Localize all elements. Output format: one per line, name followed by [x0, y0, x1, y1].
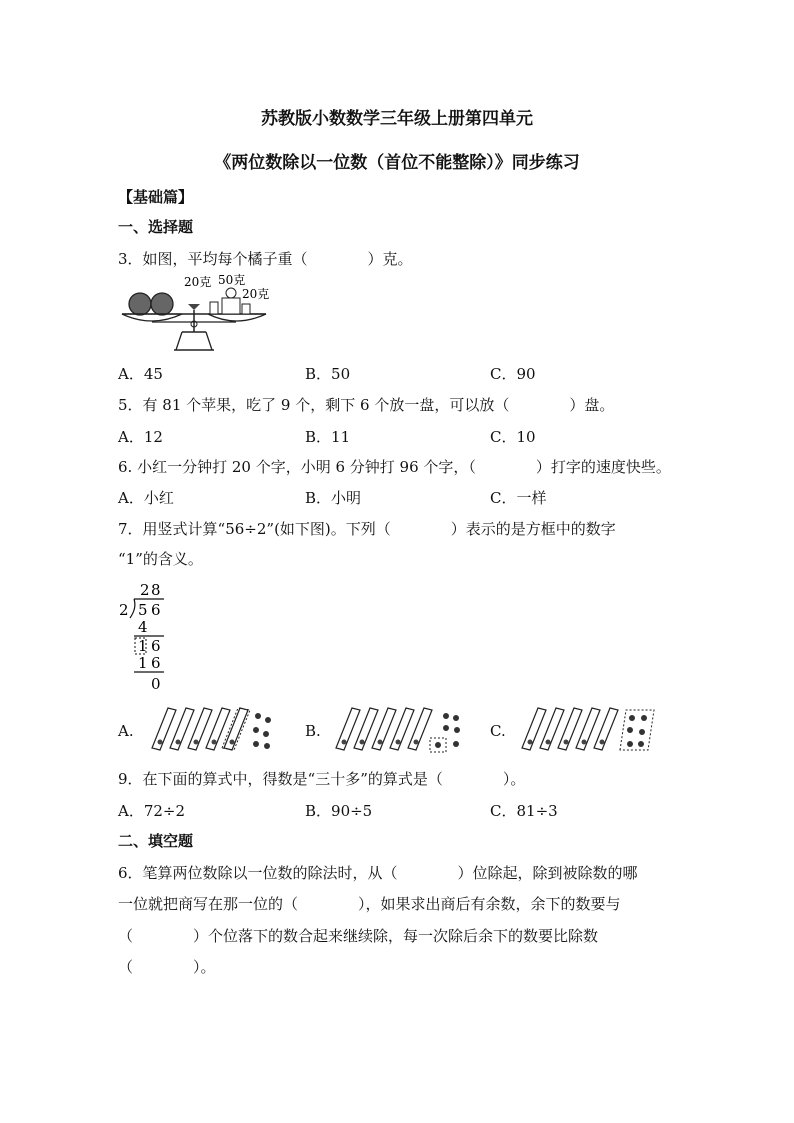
q7-text-line1: 7．用竖式计算“56÷2”(如下图)。下列（ ）表示的是方框中的数字	[118, 520, 616, 538]
section-basic: 【基础篇】	[118, 188, 194, 206]
quotient-digit: 8	[151, 581, 161, 599]
brought-down-digit: 6	[151, 637, 161, 655]
q9-option-b[interactable]: B．90÷5	[305, 802, 373, 820]
q6-option-b[interactable]: B．小明	[305, 489, 362, 507]
weight-label: 20克	[184, 275, 212, 289]
shuttlecock-tubes-c	[516, 702, 658, 754]
remainder: 0	[151, 675, 161, 692]
fill6-line2: 一位就把商写在那一位的（ ），如果求出商后有余数，余下的数要与	[118, 895, 621, 913]
shuttlecock-tubes-a	[146, 702, 276, 754]
dividend-digit: 5	[138, 601, 148, 619]
q9-option-a[interactable]: A．72÷2	[118, 802, 186, 820]
q5-option-c[interactable]: C．10	[490, 428, 536, 446]
dividend-digit: 6	[151, 601, 161, 619]
page-subtitle: 《两位数除以一位数（首位不能整除）》同步练习	[214, 153, 580, 173]
q6-text: 6. 小红一分钟打 20 个字，小明 6 分钟打 96 个字，（ ）打字的速度快些。	[118, 458, 671, 476]
q9-text: 9．在下面的算式中，得数是“三十多”的算式是（ ）。	[118, 770, 526, 788]
weight-label: 20克	[242, 287, 270, 301]
fill6-line1: 6．笔算两位数除以一位数的除法时，从（ ）位除起，除到被除数的哪	[118, 864, 638, 882]
step-product: 6	[151, 654, 161, 672]
quotient-digit: 2	[140, 581, 150, 599]
q3-option-c[interactable]: C．90	[490, 365, 536, 383]
q9-option-c[interactable]: C．81÷3	[490, 802, 558, 820]
q3-option-a[interactable]: A．45	[118, 365, 163, 383]
q7-option-a[interactable]: A.	[118, 722, 134, 740]
divisor: 2	[119, 601, 129, 619]
page-title: 苏教版小数数学三年级上册第四单元	[261, 109, 533, 129]
q7-text-line2: “1”的含义。	[118, 550, 203, 568]
q3-option-b[interactable]: B．50	[305, 365, 351, 383]
weight-50g-icon	[222, 298, 240, 314]
shuttlecock-tubes-b	[330, 702, 470, 754]
step-product: 1	[138, 654, 148, 672]
q5-text: 5．有 81 个苹果，吃了 9 个，剩下 6 个放一盘，可以放（ ）盘。	[118, 396, 615, 414]
q6-option-a[interactable]: A．小红	[118, 489, 174, 507]
orange-icon	[129, 293, 151, 315]
q7-option-b[interactable]: B.	[305, 722, 321, 740]
part1-heading: 一、选择题	[118, 218, 194, 236]
part2-heading: 二、填空题	[118, 832, 194, 850]
long-division-figure	[112, 578, 172, 692]
q6-option-c[interactable]: C．一样	[490, 489, 547, 507]
q3-text: 3．如图，平均每个橘子重（ ）克。	[118, 250, 413, 268]
fill6-line3: （ ）个位落下的数合起来继续除，每一次除后余下的数要比除数	[118, 927, 599, 945]
orange-icon	[151, 293, 173, 315]
q5-option-b[interactable]: B．11	[305, 428, 351, 446]
weight-20g-icon	[210, 302, 218, 314]
weight-label: 50克	[218, 273, 246, 287]
q5-option-a[interactable]: A．12	[118, 428, 163, 446]
fill6-line4: （ ）。	[118, 958, 216, 976]
balance-scale-figure	[118, 270, 278, 356]
step-product: 4	[138, 618, 148, 636]
boxed-digit: 1	[138, 637, 148, 655]
weight-20g-icon	[242, 304, 250, 314]
q7-option-c[interactable]: C.	[490, 722, 506, 740]
